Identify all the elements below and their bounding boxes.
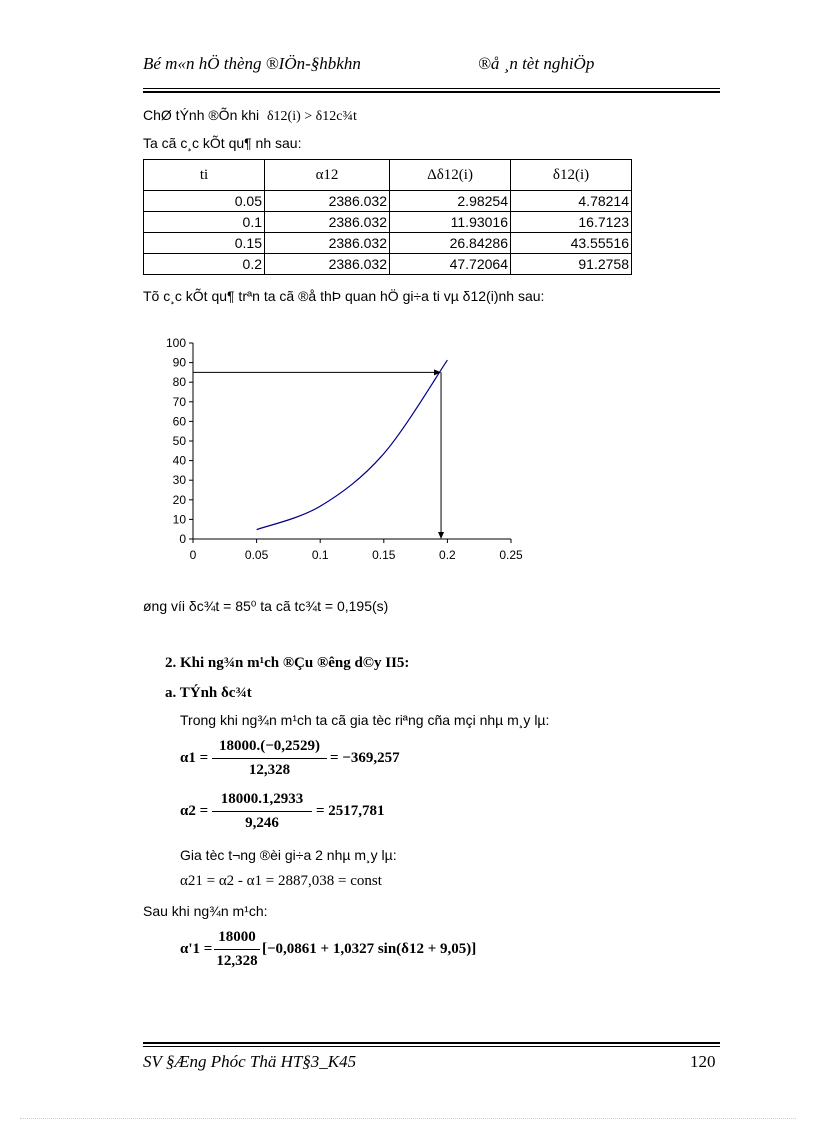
table-cell: 4.78214: [511, 191, 632, 212]
y-tick-label: 100: [165, 336, 186, 350]
subsection-heading: a. TÝnh δc¾t: [165, 685, 252, 701]
table-cell: 2386.032: [265, 191, 390, 212]
header-rule: [143, 88, 720, 89]
data-series-line: [257, 360, 448, 530]
table-cell: 26.84286: [390, 233, 511, 254]
y-tick-label: 50: [172, 434, 186, 448]
table-cell: 0.1: [144, 212, 265, 233]
eq2-den: 9,246: [245, 815, 279, 831]
table-cell: 2386.032: [265, 254, 390, 275]
footer-rule: [143, 1046, 720, 1047]
paragraph: Sau khi ng¾n m¹ch:: [143, 903, 268, 919]
eq4-lhs: α'1 =: [180, 941, 213, 957]
table-row: [144, 191, 632, 212]
x-tick-label: 0.25: [499, 548, 523, 562]
x-tick-label: 0.1: [311, 548, 329, 562]
eq1-den: 12,328: [248, 762, 291, 778]
after-table-text: Tõ c¸c kÕt qu¶ trªn ta cã ®å thÞ quan hÖ gi÷a ti vµ δ12(i)nh sau:: [143, 288, 545, 304]
data-table: [143, 159, 632, 275]
eq4-fraction-bar: [214, 949, 260, 950]
intro-line2: Ta cã c¸c kÕt qu¶ nh sau:: [143, 135, 302, 151]
eq4-num: 18000: [218, 929, 256, 945]
y-tick-label: 90: [172, 355, 186, 370]
table-row: [144, 233, 632, 254]
eq2-rhs: = 2517,781: [316, 803, 385, 819]
eq4-den: 12,328: [216, 953, 258, 969]
table-cell: 0.05: [144, 191, 265, 212]
y-tick-label: 0: [179, 532, 186, 546]
table-cell: 47.72064: [390, 254, 511, 275]
y-tick-label: 70: [172, 394, 186, 409]
intro-line1: ChØ tÝnh ®Õn khi δ12(i) > δ12c¾t: [143, 107, 357, 124]
eq2-lhs: α2 =: [180, 803, 209, 819]
table-cell: 11.93016: [390, 212, 511, 233]
col-header: Δδ12(i): [390, 160, 511, 191]
y-tick-label: 20: [172, 492, 186, 507]
eq1-fraction-bar: [212, 758, 327, 759]
table-cell: 16.7123: [511, 212, 632, 233]
x-tick-label: 0.05: [244, 548, 269, 562]
table-cell: 43.55516: [511, 233, 632, 254]
header-rule-thick: [143, 91, 720, 93]
x-tick-label: 0.2: [439, 548, 456, 562]
section-heading: 2. Khi ng¾n m¹ch ®Çu ®êng d©y II5:: [165, 655, 410, 671]
footer-rule-thick: [143, 1042, 720, 1044]
table-cell: 91.2758: [511, 254, 632, 275]
x-tick-label: 0: [189, 548, 197, 562]
eq1-rhs: = −369,257: [330, 750, 400, 766]
table-header-row: [144, 160, 632, 191]
y-tick-label: 10: [172, 512, 186, 527]
header-right: ®å ¸n tèt nghiÖp: [478, 54, 595, 73]
y-tick-label: 40: [172, 453, 186, 468]
y-tick-label: 80: [172, 375, 186, 390]
table-row: [144, 254, 632, 275]
header-left: Bé m«n hÖ thèng ®IÖn-§hbkhn: [143, 54, 361, 73]
footer-left: SV §Æng Phóc Thä HT§3_K45: [143, 1052, 357, 1071]
y-tick-label: 30: [172, 473, 186, 488]
arrowhead-icon: [438, 532, 444, 539]
table-row: [144, 212, 632, 233]
eq3: α21 = α2 - α1 = 2887,038 = const: [180, 873, 382, 889]
table-cell: 0.2: [144, 254, 265, 275]
line-chart: [150, 330, 540, 575]
col-header: δ12(i): [511, 160, 632, 191]
result-text: øng víi δc¾t = 85⁰ ta cã tc¾t = 0,195(s): [143, 598, 389, 614]
eq2-fraction-bar: [212, 811, 312, 812]
eq1-num: 18000.(−0,2529): [218, 738, 321, 754]
x-tick-label: 0.15: [372, 548, 396, 562]
intro-math: δ12(i) > δ12c¾t: [266, 109, 357, 124]
table-cell: 2386.032: [265, 212, 390, 233]
eq1-lhs: α1 =: [180, 750, 209, 766]
eq4-rhs: [−0,0861 + 1,0327 sin(δ12 + 9,05)]: [262, 941, 477, 957]
paragraph: Gia tèc t¬ng ®èi gi÷a 2 nhµ m¸y lµ:: [180, 847, 397, 863]
table-cell: 2386.032: [265, 233, 390, 254]
y-tick-label: 60: [172, 414, 186, 429]
page-number: 120: [690, 1052, 716, 1071]
page-edge: [20, 1118, 796, 1119]
paragraph: Trong khi ng¾n m¹ch ta cã gia tèc riªng cña mçi nhµ m¸y lµ:: [180, 712, 550, 728]
table-cell: 2.98254: [390, 191, 511, 212]
table-cell: 0.15: [144, 233, 265, 254]
col-header: ti: [144, 160, 265, 191]
eq2-num: 18000.1,2933: [220, 791, 304, 807]
col-header: α12: [265, 160, 390, 191]
